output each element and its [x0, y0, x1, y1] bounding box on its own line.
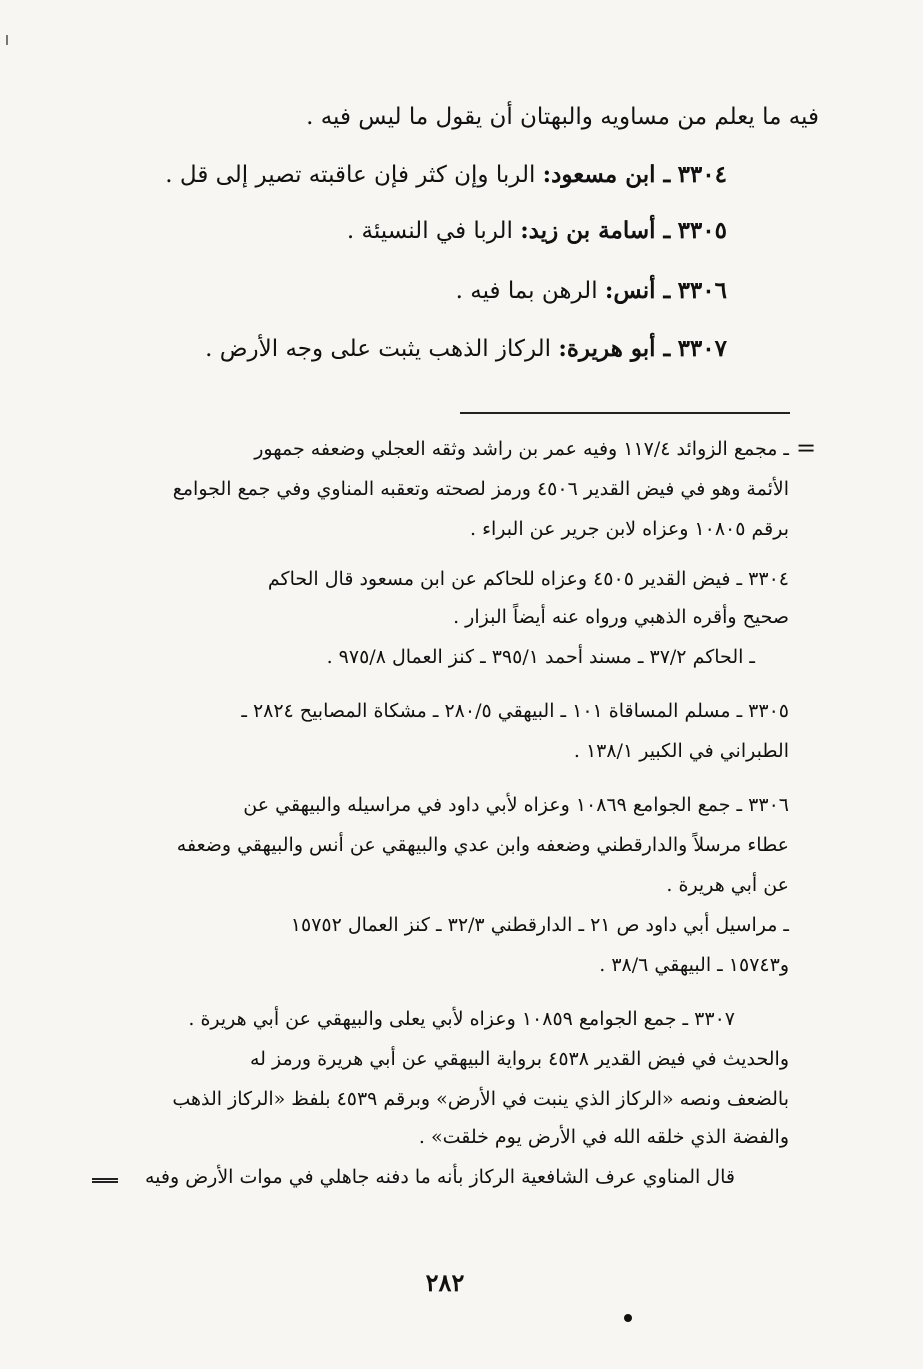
entry-text: الركاز الذهب يثبت على وجه الأرض . — [205, 336, 552, 362]
footnote-line: الأئمة وهو في فيض القدير ٤٥٠٦ ورمز لصحته وتعقبه المناوي وفي جمع الجوامع — [172, 478, 789, 500]
scan-mark — [6, 35, 8, 45]
footnote-line: صحيح وأقره الذهبي ورواه عنه أيضاً البزار . — [453, 606, 789, 628]
entry-narrator: ابن مسعود: — [542, 161, 656, 188]
footnote-line: بالضعف ونصه «الركاز الذي ينبت في الأرض» وبرقم ٤٥٣٩ بلفظ «الركاز الذهب — [172, 1088, 789, 1110]
entry-narrator: أنس: — [604, 277, 656, 304]
entry-number: ٣٣٠٤ — [677, 161, 727, 188]
entry-number: ٣٣٠٧ — [677, 335, 727, 362]
entry-text: الرهن بما فيه . — [455, 278, 598, 304]
footnote-line: و١٥٧٤٣ ـ البيهقي ٣٨/٦ . — [599, 954, 789, 976]
footnote-line: ـ مراسيل أبي داود ص ٢١ ـ الدارقطني ٣٢/٣ ـ كنز العمال ١٥٧٥٢ — [290, 914, 789, 936]
entry-number: ٣٣٠٥ — [677, 217, 727, 244]
continuation-mark: = — [795, 434, 817, 462]
page-number: ٢٨٢ — [425, 1268, 465, 1297]
footnote-line: والحديث في فيض القدير ٤٥٣٨ برواية البيهقي عن أبي هريرة ورمز له — [250, 1048, 789, 1070]
footnote-line: برقم ١٠٨٠٥ وعزاه لابن جرير عن البراء . — [470, 518, 789, 540]
footnote-continues-mark — [92, 1178, 118, 1183]
footnote-line: ـ الحاكم ٣٧/٢ ـ مسند أحمد ٣٩٥/١ ـ كنز العمال ٩٧٥/٨ . — [326, 646, 755, 668]
entry-narrator: أبو هريرة: — [558, 335, 656, 362]
entry-text: الربا وإن كثر فإن عاقبته تصير إلى قل . — [165, 162, 536, 188]
footnote-line: ـ مجمع الزوائد ١١٧/٤ وفيه عمر بن راشد وثقه العجلي وضعفه جمهور — [254, 438, 789, 460]
footnote-line: ٣٣٠٦ ـ جمع الجوامع ١٠٨٦٩ وعزاه لأبي داود في مراسيله والبيهقي عن — [243, 794, 789, 816]
hadith-entry-3305: ٣٣٠٥ ـ أسامة بن زيد: الربا في النسيئة . — [346, 217, 727, 244]
entry-narrator: أسامة بن زيد: — [520, 217, 656, 244]
hadith-entry-3307: ٣٣٠٧ ـ أبو هريرة: الركاز الذهب يثبت على وجه الأرض . — [205, 335, 727, 362]
footnote-line: ٣٣٠٧ ـ جمع الجوامع ١٠٨٥٩ وعزاه لأبي يعلى والبيهقي عن أبي هريرة . — [188, 1008, 735, 1030]
entry-text: الربا في النسيئة . — [346, 218, 513, 244]
footnote-line: عن أبي هريرة . — [666, 874, 789, 896]
footnote-line: ٣٣٠٤ ـ فيض القدير ٤٥٠٥ وعزاه للحاكم عن ابن مسعود قال الحاكم — [267, 568, 789, 590]
footnote-line: والفضة الذي خلقه الله في الأرض يوم خلقت» . — [418, 1126, 789, 1148]
ink-dot — [624, 1314, 632, 1322]
footnote-line: قال المناوي عرف الشافعية الركاز بأنه ما دفنه جاهلي في موات الأرض وفيه — [144, 1166, 735, 1188]
footnote-line: ٣٣٠٥ ـ مسلم المساقاة ١٠١ ـ البيهقي ٢٨٠/٥ ـ مشكاة المصابيح ٢٨٢٤ ـ — [241, 700, 789, 722]
main-intro-line: فيه ما يعلم من مساويه والبهتان أن يقول ما ليس فيه . — [306, 104, 819, 130]
entry-number: ٣٣٠٦ — [677, 277, 727, 304]
footnote-separator — [460, 412, 790, 414]
hadith-entry-3304: ٣٣٠٤ ـ ابن مسعود: الربا وإن كثر فإن عاقبته تصير إلى قل . — [165, 161, 727, 188]
footnote-line: الطبراني في الكبير ١٣٨/١ . — [573, 740, 789, 762]
footnote-line: عطاء مرسلاً والدارقطني وضعفه وابن عدي والبيهقي عن أنس والبيهقي وضعفه — [176, 834, 789, 856]
hadith-entry-3306: ٣٣٠٦ ـ أنس: الرهن بما فيه . — [455, 277, 727, 304]
